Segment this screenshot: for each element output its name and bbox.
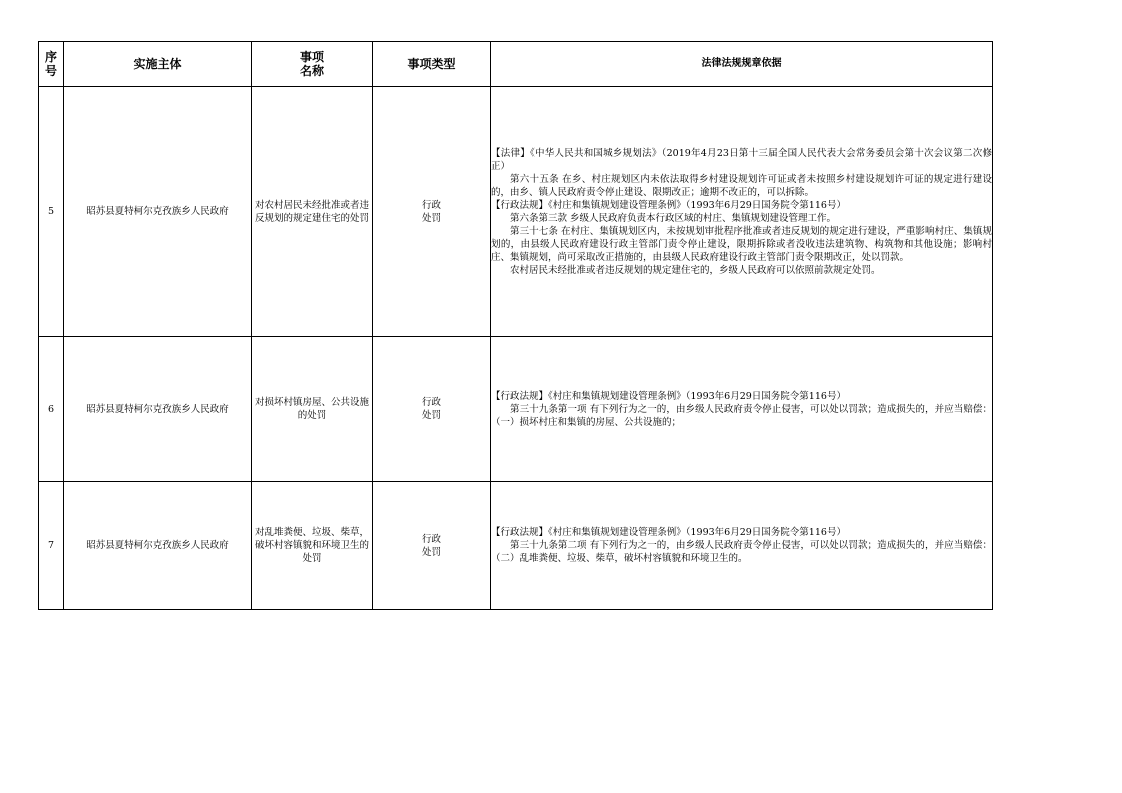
header-seq: 序 号 <box>39 42 64 87</box>
row-name: 对农村居民未经批准或者违反规划的规定建住宅的处罚 <box>252 87 373 337</box>
row-basis <box>491 482 993 610</box>
row-seq: 5 <box>39 87 64 337</box>
row-subject: 昭苏县夏特柯尔克孜族乡人民政府 <box>64 482 252 610</box>
basis-paragraph: 第三十七条 在村庄、集镇规划区内，未按规划审批程序批准或者违反规划的规定进行建设，严重影响村庄、集镇规划的，由县级人民政府建设行政主管部门责令停止建设，限期拆除或者没收违法建筑物、构筑物和其他设施；影响村庄、集镇规划，尚可采取改正措施的，由县级人民政府建设行政主管部门责令限期改正，处以罚款。 <box>491 225 992 263</box>
header-name: 事项 名称 <box>252 42 373 87</box>
row-type: 行政 处罚 <box>373 337 491 482</box>
row-name: 对乱堆粪便、垃圾、柴草，破坏村容镇貌和环境卫生的处罚 <box>252 482 373 610</box>
row-seq: 7 <box>39 482 64 610</box>
row-basis <box>491 337 993 482</box>
basis-paragraph: 【法律】《中华人民共和国城乡规划法》（2019年4月23日第十三届全国人民代表大会常务委员会第十次会议第二次修正） <box>491 147 992 172</box>
basis-paragraph: 【行政法规】《村庄和集镇规划建设管理条例》（1993年6月29日国务院令第116号） <box>491 390 846 402</box>
basis-paragraph: 第六十五条 在乡、村庄规划区内未依法取得乡村建设规划许可证或者未按照乡村建设规划许可证的规定进行建设的，由乡、镇人民政府责令停止建设、限期改正；逾期不改正的，可以拆除。 <box>491 173 992 198</box>
row-subject: 昭苏县夏特柯尔克孜族乡人民政府 <box>64 337 252 482</box>
row-name: 对损坏村镇房屋、公共设施的处罚 <box>252 337 373 482</box>
basis-paragraph: 农村居民未经批准或者违反规划的规定建住宅的，乡级人民政府可以依照前款规定处罚。 <box>510 264 881 276</box>
table-row <box>39 87 993 337</box>
row-type: 行政 处罚 <box>373 482 491 610</box>
basis-paragraph: 【行政法规】《村庄和集镇规划建设管理条例》（1993年6月29日国务院令第116号） <box>491 527 846 538</box>
row-type: 行政 处罚 <box>373 87 491 337</box>
row-seq: 6 <box>39 337 64 482</box>
penalty-table <box>38 41 993 610</box>
header-type: 事项类型 <box>373 42 491 87</box>
basis-paragraph: 第三十九条第一项 有下列行为之一的，由乡级人民政府责令停止侵害，可以处以罚款；造成损失的，并应当赔偿：（一）损坏村庄和集镇的房屋、公共设施的； <box>491 403 992 428</box>
basis-paragraph: 【行政法规】《村庄和集镇规划建设管理条例》（1993年6月29日国务院令第116号） <box>491 199 846 211</box>
row-subject: 昭苏县夏特柯尔克孜族乡人民政府 <box>64 87 252 337</box>
table-row <box>39 337 993 482</box>
header-subject: 实施主体 <box>64 42 252 87</box>
row-basis <box>491 87 993 337</box>
basis-paragraph: 第六条第三款 乡级人民政府负责本行政区域的村庄、集镇规划建设管理工作。 <box>510 212 837 224</box>
basis-paragraph: 第三十九条第二项 有下列行为之一的，由乡级人民政府责令停止侵害，可以处以罚款；造成损失的，并应当赔偿：（二）乱堆粪便、垃圾、柴草，破坏村容镇貌和环境卫生的。 <box>491 540 992 564</box>
table-row <box>39 482 993 610</box>
header-row <box>39 42 993 87</box>
header-basis: 法律法规规章依据 <box>491 42 993 87</box>
